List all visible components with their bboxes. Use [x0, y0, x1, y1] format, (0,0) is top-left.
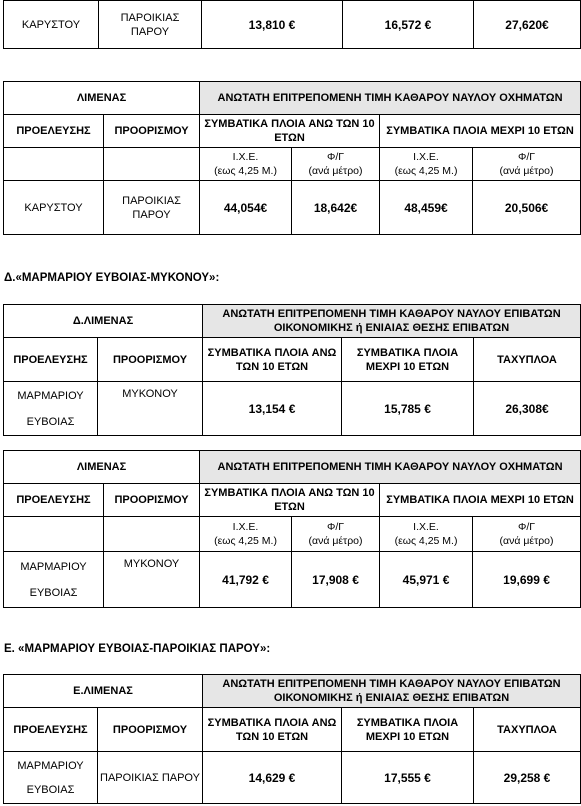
- fare-table-vehicles-marmari-mykonos: [3, 450, 581, 608]
- fare-value: 13,810 €: [202, 1, 343, 49]
- destination-cell: ΠΑΡΟΙΚΙΑΣ ΠΑΡΟΥ: [99, 1, 202, 49]
- col-over-10-years: ΣΥΜΒΑΤΙΚΑ ΠΛΟΙΑ ΑΝΩ ΤΩΝ 10 ΕΤΩΝ: [200, 115, 380, 148]
- fare-value: 15,785 €: [342, 382, 474, 436]
- origin-cell: ΜΑΡΜΑΡΙΟΥ ΕΥΒΟΙΑΣ: [4, 752, 98, 804]
- fare-table-passengers-karystos-paros: [3, 0, 581, 49]
- col-up-to-10-years: ΣΥΜΒΑΤΙΚΑ ΠΛΟΙΑ ΜΕΧΡΙ 10 ΕΤΩΝ: [342, 708, 474, 752]
- fare-value: 18,642€: [292, 181, 380, 235]
- origin-header: ΠΡΟΕΛΕΥΣΗΣ: [4, 484, 104, 517]
- ixe-header: Ι.Χ.Ε. (εως 4,25 Μ.): [380, 517, 473, 552]
- origin-header: ΠΡΟΕΛΕΥΣΗΣ: [4, 115, 104, 148]
- port-label: Ε.ΛΙΜΕΝΑΣ: [4, 675, 203, 708]
- col-up-to-10-years: ΣΥΜΒΑΤΙΚΑ ΠΛΟΙΑ ΜΕΧΡΙ 10 ΕΤΩΝ: [380, 115, 581, 148]
- port-label: ΛΙΜΕΝΑΣ: [4, 82, 200, 115]
- fg-header: Φ/Γ (ανά μέτρο): [292, 517, 380, 552]
- col-fast-ships: ΤΑΧΥΠΛΟΑ: [474, 338, 581, 382]
- port-label: Δ.ΛΙΜΕΝΑΣ: [4, 305, 203, 338]
- fare-value: 14,629 €: [203, 752, 342, 804]
- origin-cell: ΚΑΡΥΣΤΟΥ: [4, 181, 104, 235]
- section-heading-e: Ε. «ΜΑΡΜΑΡΙΟΥ ΕΥΒΟΙΑΣ-ΠΑΡΟΙΚΙΑΣ ΠΑΡΟΥ»:: [4, 643, 271, 655]
- ixe-header: Ι.Χ.Ε. (εως 4,25 Μ.): [200, 148, 292, 181]
- destination-header: ΠΡΟΟΡΙΣΜΟΥ: [98, 338, 203, 382]
- port-label: ΛΙΜΕΝΑΣ: [4, 451, 200, 484]
- origin-header: ΠΡΟΕΛΕΥΣΗΣ: [4, 338, 98, 382]
- fare-value: 17,555 €: [342, 752, 474, 804]
- col-fast-ships: ΤΑΧΥΠΛΟΑ: [474, 708, 581, 752]
- table-title: ΑΝΩΤΑΤΗ ΕΠΙΤΡΕΠΟΜΕΝΗ ΤΙΜΗ ΚΑΘΑΡΟΥ ΝΑΥΛΟΥ ΟΧΗΜΑΤΩΝ: [200, 451, 581, 484]
- table-title: ΑΝΩΤΑΤΗ ΕΠΙΤΡΕΠΟΜΕΝΗ ΤΙΜΗ ΚΑΘΑΡΟΥ ΝΑΥΛΟΥ ΟΧΗΜΑΤΩΝ: [200, 82, 581, 115]
- col-over-10-years: ΣΥΜΒΑΤΙΚΑ ΠΛΟΙΑ ΑΝΩ ΤΩΝ 10 ΕΤΩΝ: [203, 708, 342, 752]
- fare-value: 44,054€: [200, 181, 292, 235]
- col-up-to-10-years: ΣΥΜΒΑΤΙΚΑ ΠΛΟΙΑ ΜΕΧΡΙ 10 ΕΤΩΝ: [380, 484, 581, 517]
- fare-value: 41,792 €: [200, 552, 292, 608]
- fare-value: 45,971 €: [380, 552, 473, 608]
- origin-header: ΠΡΟΕΛΕΥΣΗΣ: [4, 708, 98, 752]
- destination-cell: ΜΥΚΟΝΟΥ: [104, 552, 200, 608]
- col-over-10-years: ΣΥΜΒΑΤΙΚΑ ΠΛΟΙΑ ΑΝΩ ΤΩΝ 10 ΕΤΩΝ: [200, 484, 380, 517]
- fare-value: 16,572 €: [343, 1, 474, 49]
- destination-header: ΠΡΟΟΡΙΣΜΟΥ: [104, 115, 200, 148]
- origin-cell: ΚΑΡΥΣΤΟΥ: [4, 1, 99, 49]
- col-up-to-10-years: ΣΥΜΒΑΤΙΚΑ ΠΛΟΙΑ ΜΕΧΡΙ 10 ΕΤΩΝ: [342, 338, 474, 382]
- fg-header: Φ/Γ (ανά μέτρο): [473, 517, 581, 552]
- fare-value: 13,154 €: [203, 382, 342, 436]
- fare-value: 48,459€: [380, 181, 473, 235]
- section-heading-d: Δ.«ΜΑΡΜΑΡΙΟΥ ΕΥΒΟΙΑΣ-ΜΥΚΟΝΟΥ»:: [4, 272, 220, 284]
- destination-cell: ΠΑΡΟΙΚΙΑΣ ΠΑΡΟΥ: [104, 181, 200, 235]
- col-over-10-years: ΣΥΜΒΑΤΙΚΑ ΠΛΟΙΑ ΑΝΩ ΤΩΝ 10 ΕΤΩΝ: [203, 338, 342, 382]
- fare-value: 27,620€: [474, 1, 581, 49]
- destination-header: ΠΡΟΟΡΙΣΜΟΥ: [104, 484, 200, 517]
- table-title: ΑΝΩΤΑΤΗ ΕΠΙΤΡΕΠΟΜΕΝΗ ΤΙΜΗ ΚΑΘΑΡΟΥ ΝΑΥΛΟΥ ΕΠΙΒΑΤΩΝ ΟΙΚΟΝΟΜΙΚΗΣ ή ΕΝΙΑΙΑΣ ΘΕΣΗΣ ΕΠΙΒΑΤΩΝ: [203, 675, 581, 708]
- destination-header: ΠΡΟΟΡΙΣΜΟΥ: [98, 708, 203, 752]
- fare-value: 17,908 €: [292, 552, 380, 608]
- fare-value: 29,258 €: [474, 752, 581, 804]
- fare-value: 19,699 €: [473, 552, 581, 608]
- origin-cell: ΜΑΡΜΑΡΙΟΥ ΕΥΒΟΙΑΣ: [4, 552, 104, 608]
- origin-cell: ΜΑΡΜΑΡΙΟΥ ΕΥΒΟΙΑΣ: [4, 382, 98, 436]
- fg-header: Φ/Γ (ανά μέτρο): [473, 148, 581, 181]
- fare-table-vehicles-karystos-paros: [3, 81, 581, 235]
- destination-cell: ΠΑΡΟΙΚΙΑΣ ΠΑΡΟΥ: [98, 752, 203, 804]
- table-title: ΑΝΩΤΑΤΗ ΕΠΙΤΡΕΠΟΜΕΝΗ ΤΙΜΗ ΚΑΘΑΡΟΥ ΝΑΥΛΟΥ ΕΠΙΒΑΤΩΝ ΟΙΚΟΝΟΜΙΚΗΣ ή ΕΝΙΑΙΑΣ ΘΕΣΗΣ ΕΠΙΒΑΤΩΝ: [203, 305, 581, 338]
- fg-header: Φ/Γ (ανά μέτρο): [292, 148, 380, 181]
- fare-table-passengers-marmari-paros: [3, 674, 581, 804]
- destination-cell: ΜΥΚΟΝΟΥ: [98, 382, 203, 436]
- fare-table-passengers-marmari-mykonos: [3, 304, 581, 436]
- ixe-header: Ι.Χ.Ε. (εως 4,25 Μ.): [200, 517, 292, 552]
- ixe-header: Ι.Χ.Ε. (εως 4,25 Μ.): [380, 148, 473, 181]
- fare-value: 26,308€: [474, 382, 581, 436]
- fare-value: 20,506€: [473, 181, 581, 235]
